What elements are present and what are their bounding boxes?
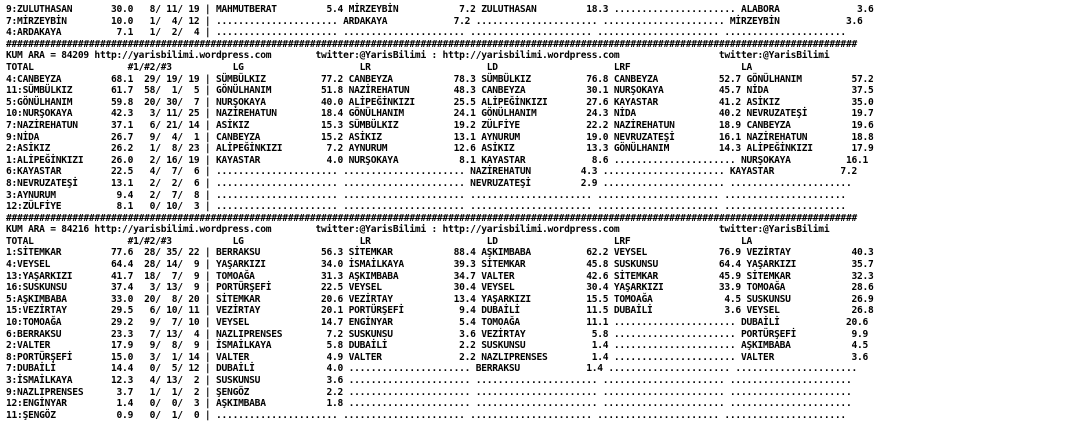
column-header-line: TOTAL #1/#2/#3 LG LR LD LRF LA bbox=[6, 61, 752, 73]
report-line: 9:NAZLIPRENSES 3.7 1/ 1/ 2 | ŞENGÖZ 2.2 ...................... ...................... ...................... ...................... bbox=[6, 386, 852, 398]
report-line: 4:CANBEYZA 68.1 29/ 19/ 19 | SÜMBÜLKIZ 77.2 CANBEYZA 78.3 SÜMBÜLKIZ 76.8 CANBEYZA 52.7 GÖNÜLHANIM 57.2 bbox=[6, 73, 874, 85]
report-line: 12:ZÜLFİYE 8.1 0/ 10/ 3 | ...................... ...................... ...................... ...................... ...................... bbox=[6, 201, 846, 213]
column-header-line: TOTAL #1/#2/#3 LG LR LD LRF LA bbox=[6, 235, 752, 247]
report-line: 16:SUSKUNSU 37.4 3/ 13/ 9 | PORTÜRŞEFİ 22.5 VEYSEL 30.4 VEYSEL 30.4 YAŞARKIZI 33.9 TOMOAĞA 28.6 bbox=[6, 282, 874, 294]
report-line: 15:VEZİRTAY 29.5 6/ 10/ 11 | VEZİRTAY 20.1 PORTÜRŞEFİ 9.4 DUBAİLİ 11.5 DUBAİLİ 3.6 VEYSEL 26.8 bbox=[6, 305, 874, 317]
section-separator: ########################################################################################################################################################## bbox=[6, 212, 857, 224]
report-line: 7:MİRZEYBİN 10.0 1/ 4/ 12 | ...................... ARDAKAYA 7.2 ...................... ...................... MİRZEYBİN 3.6 bbox=[6, 15, 863, 27]
race-header-line: KUM ARA = 84216 http://yarisbilimi.wordpress.com twitter:@YarisBilimi : http://yarisbilimi.wordpress.com twitter:@YarisBilimi bbox=[6, 224, 830, 236]
report-line: 1:SİTEMKAR 77.6 28/ 35/ 22 | BERRAKSU 56.3 SİTEMKAR 88.4 AŞKIMBABA 62.2 VEYSEL 76.9 VEZİRTAY 40.3 bbox=[6, 247, 874, 259]
report-line: 5:AŞKIMBABA 33.0 20/ 8/ 20 | SİTEMKAR 20.6 VEZİRTAY 13.4 YAŞARKIZI 15.5 TOMOAĞA 4.5 SUSKUNSU 26.9 bbox=[6, 293, 874, 305]
report-line: 6:BERRAKSU 23.3 7/ 13/ 4 | NAZLIPRENSES 7.2 SUSKUNSU 3.6 VEZİRTAY 5.8 ...................... PORTÜRŞEFİ 9.9 bbox=[6, 328, 869, 340]
report-line: 12:ENGİNYAR 1.4 0/ 0/ 3 | AŞKIMBABA 1.8 ...................... ...................... ...................... ...................... bbox=[6, 398, 852, 410]
report-line: 9:NİDA 26.7 9/ 4/ 1 | CANBEYZA 15.2 ASİKIZ 13.1 AYNURUM 19.0 NEVRUZATEŞİ 16.1 NAZİREHATUN 18.8 bbox=[6, 131, 874, 143]
report-line: 1:ALİPEĞİNKIZI 26.0 2/ 16/ 19 | KAYASTAR 4.0 NURŞOKAYA 8.1 KAYASTAR 8.6 ...................... NURŞOKAYA 16.1 bbox=[6, 154, 869, 166]
report-line: 6:KAYASTAR 22.5 4/ 7/ 6 | ...................... ...................... NAZİREHATUN 4.3 ...................... KAYASTAR 7.2 bbox=[6, 166, 857, 178]
report-line: 3:AYNURUM 9.4 2/ 7/ 8 | ...................... ...................... ...................... ...................... ...................... bbox=[6, 189, 846, 201]
report-line: 8:PORTÜRŞEFİ 15.0 3/ 1/ 14 | VALTER 4.9 VALTER 2.2 NAZLIPRENSES 1.4 ...................... VALTER 3.6 bbox=[6, 351, 869, 363]
report-line: 8:NEVRUZATEŞİ 13.1 2/ 2/ 6 | ...................... ...................... NEVRUZATEŞİ 2.9 ...................... ...................... bbox=[6, 177, 852, 189]
report-line: 4:VEYSEL 64.4 28/ 14/ 9 | YAŞARKIZI 34.0 İSMAİLKAYA 39.3 SİTEMKAR 45.8 SUSKUNSU 64.4 YAŞARKIZI 35.7 bbox=[6, 259, 874, 271]
report-line: 3:İSMAİLKAYA 12.3 4/ 13/ 2 | SUSKUNSU 3.6 ...................... ...................... ...................... ...................... bbox=[6, 375, 852, 386]
section-separator: ########################################################################################################################################################## bbox=[6, 38, 857, 50]
report-line: 5:GÖNÜLHANIM 59.8 20/ 30/ 7 | NURŞOKAYA 40.0 ALİPEĞİNKIZI 25.5 ALİPEĞİNKIZI 27.6 KAYASTAR 41.2 ASİKIZ 35.0 bbox=[6, 96, 874, 108]
report-line: 7:NAZİREHATUN 37.1 6/ 21/ 14 | ASİKIZ 15.3 SÜMBÜLKIZ 19.2 ZÜLFİYE 22.2 NAZİREHATUN 18.9 CANBEYZA 19.6 bbox=[6, 119, 874, 131]
report-line: 7:DUBAİLİ 14.4 0/ 5/ 12 | DUBAİLİ 4.0 ...................... BERRAKSU 1.4 ...................... ...................... bbox=[6, 363, 857, 375]
report-line: 10:NURŞOKAYA 42.3 3/ 11/ 25 | NAZİREHATUN 18.4 GÖNÜLHANIM 24.1 GÖNÜLHANIM 24.3 NİDA 40.2 NEVRUZATEŞİ 19.7 bbox=[6, 108, 874, 120]
report-line: 11:ŞENGÖZ 0.9 0/ 1/ 0 | ...................... ...................... ...................... ...................... ...................... bbox=[6, 409, 846, 421]
report-line: 4:ARDAKAYA 7.1 1/ 2/ 4 | ...................... ...................... ...................... ...................... ...................... bbox=[6, 27, 846, 39]
report-line: 2:VALTER 17.9 9/ 8/ 9 | İSMAİLKAYA 5.8 DUBAİLİ 2.2 SUSKUNSU 1.4 ...................... AŞKIMBABA 4.5 bbox=[6, 340, 869, 352]
report-line: 2:ASİKIZ 26.2 1/ 8/ 23 | ALİPEĞİNKIZI 7.2 AYNURUM 12.6 ASİKIZ 13.3 GÖNÜLHANIM 14.3 ALİPEĞİNKIZI 17.9 bbox=[6, 143, 874, 155]
report-line: 9:ZULUTHASAN 30.0 8/ 11/ 19 | MAHMUTBERAT 5.4 MİRZEYBİN 7.2 ZULUTHASAN 18.3 ...................... ALABORA 3.6 bbox=[6, 4, 874, 15]
report-line: 11:SÜMBÜLKIZ 61.7 58/ 1/ 5 | GÖNÜLHANIM 51.8 NAZİREHATUN 48.3 CANBEYZA 30.1 NURŞOKAYA 45.7 NİDA 37.5 bbox=[6, 85, 874, 97]
report-line: 13:YAŞARKIZI 41.7 18/ 7/ 9 | TOMOAĞA 31.3 AŞKIMBABA 34.7 VALTER 42.6 SİTEMKAR 45.9 SİTEMKAR 32.3 bbox=[6, 270, 874, 282]
report-line: 10:TOMOAĞA 29.2 9/ 7/ 10 | VEYSEL 14.7 ENGİNYAR 5.4 TOMOAĞA 11.1 ...................... DUBAİLİ 20.6 bbox=[6, 317, 869, 329]
race-header-line: KUM ARA = 84209 http://yarisbilimi.wordpress.com twitter:@YarisBilimi : http://yarisbilimi.wordpress.com twitter:@YarisBilimi bbox=[6, 50, 830, 62]
